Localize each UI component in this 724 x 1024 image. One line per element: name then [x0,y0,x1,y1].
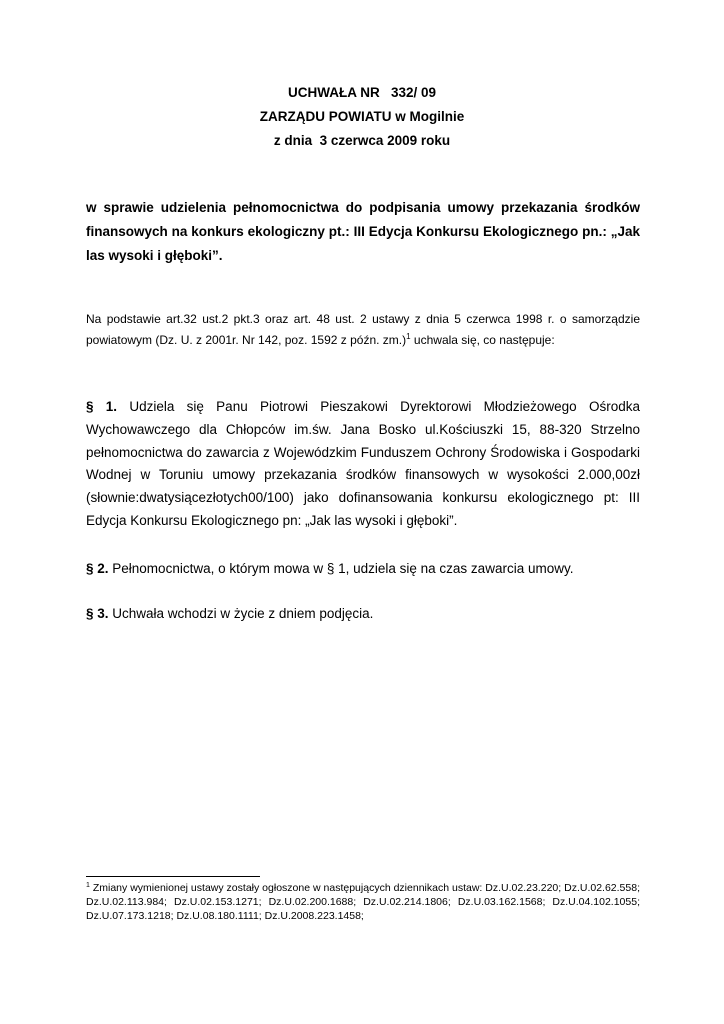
footnote-number: 1 [86,882,90,889]
paragraph-1-text: Udziela się Panu Piotrowi Pieszakowi Dyrektorowi Młodzieżowego Ośrodka Wychowawczego dla Chłopców im.św. Jana Bosko ul.Kościuszki 15, 88-320 Strzelno pełnomocnictwa do zawarcia z Wojewódzkim Funduszem Ochrony Środowiska i Gospodarki Wodnej w Toruniu umowy przekazania środków finansowych w wysokości 2.000,00zł (słownie:dwatysiącezłotych00/100) jako dofinansowania konkursu ekologicznego pt: III Edycja Konkursu Ekologicznego pn: „Jak las wysoki i głęboki”. [86,399,640,528]
legal-basis-closing: uchwala się, co następuje: [410,333,555,347]
resolution-number: UCHWAŁA NR 332/ 09 [287,85,437,100]
footnote-separator [86,876,260,877]
paragraph-2-text: Pełnomocnictwa, o którym mowa w § 1, udziela się na czas zawarcia umowy. [108,561,574,576]
paragraph-2 [86,558,640,580]
resolution-subject: w sprawie udzielenia pełnomocnictwa do podpisania umowy przekazania środków finansowych na konkurs ekologiczny pt.: III Edycja Konkursu Ekologicznego pn.: „Jak las wysoki i głęboki”. [86,200,640,263]
resolution-header [0,81,724,153]
issuing-body: ZARZĄDU POWIATU w Mogilnie [259,109,465,124]
paragraph-3 [86,603,640,625]
footnote-reference: 1 [406,332,411,341]
paragraph-1-label: § 1. [86,399,118,414]
footnote-text: Zmiany wymienionej ustawy zostały ogłoszone w następujących dziennikach ustaw: Dz.U.02.23.220; Dz.U.02.62.558; Dz.U.02.113.984; Dz.U.02.153.1271; Dz.U.02.200.1688; Dz.U.02.214.1806; Dz.U.03.162.1568; Dz.U.04.102.1055; Dz.U.07.173.1218; Dz.U.08.180.1111; Dz.U.2008.223.1458; [86,882,640,922]
paragraph-3-label: § 3. [86,606,109,621]
legal-basis-text: Na podstawie art.32 ust.2 pkt.3 oraz art. 48 ust. 2 ustawy z dnia 5 czerwca 1998 r. o samorządzie powiatowym (Dz. U. z 2001r. Nr 142, poz. 1592 z późn. zm.) [86,312,640,347]
legal-basis [86,309,640,351]
resolution-date: z dnia 3 czerwca 2009 roku [273,133,451,148]
footnote [86,881,640,923]
paragraph-1 [86,396,640,533]
paragraph-3-text: Uchwała wchodzi w życie z dniem podjęcia. [108,606,374,621]
paragraph-2-label: § 2. [86,561,109,576]
